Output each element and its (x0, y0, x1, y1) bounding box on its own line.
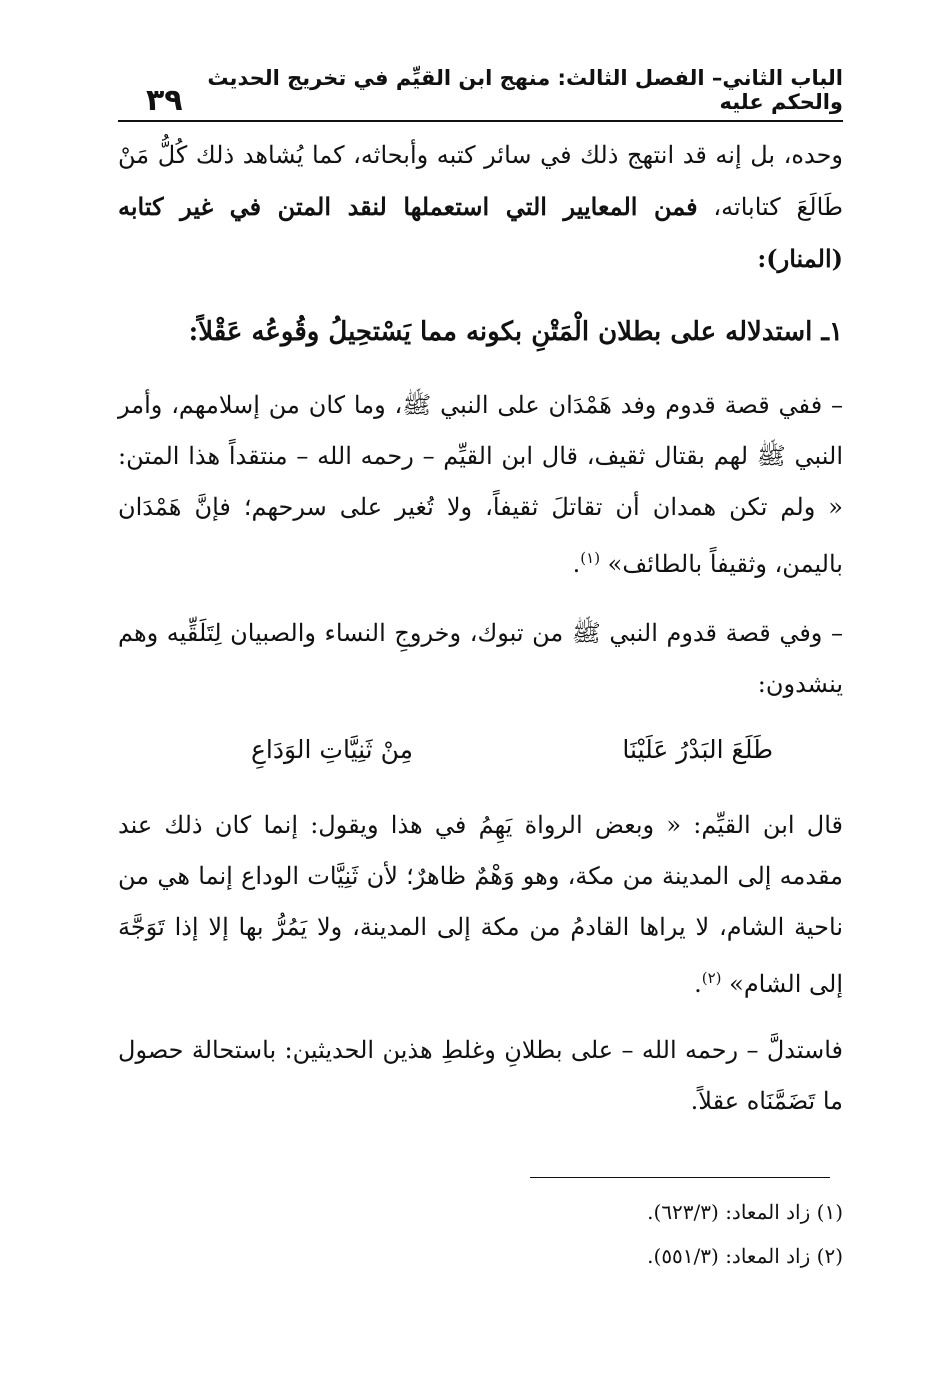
running-title: الباب الثاني– الفصل الثالث: منهج ابن القيِّم في تخريج الحديث والحكم عليه (207, 66, 843, 114)
verse-second-hemistich: مِنْ ثَنِيَّاتِ الوَدَاعِ (251, 735, 413, 764)
intro-bold-text: فمن المعايير التي استعملها لنقد المتن في غير كتابه (المنار): (118, 192, 843, 273)
page-number: ٣٩ (146, 83, 183, 118)
footnote-ref-1: (١) (580, 549, 601, 567)
quote-end: . (694, 970, 702, 998)
poetry-verse (118, 722, 843, 778)
footnote-separator (530, 1177, 830, 1178)
conclusion-paragraph: فاستدلَّ – رحمه الله – على بطلانِ وغلطِ هذين الحديثين: باستحالة حصول ما تَضَمَّنَاه عقلاً. (118, 1036, 843, 1115)
quote-text: قال ابن القيِّم: « وبعض الرواة يَهِمُ في هذا ويقول: إنما كان ذلك عند مقدمه إلى المدينة من مكة، وهو وَهْمٌ ظاهرٌ؛ لأن ثَنِيَّات الوداع إنما هي من ناحية الشام، لا يراها القادمُ من مكة إلى المدينة، ولا يَمُرُّ بها إلا إذا تَوَجَّهَ إلى الشام» (118, 811, 843, 998)
intro-text: وحده، بل إنه قد انتهج ذلك في سائر كتبه وأبحاثه، كما يُشاهد ذلك كُلُّ مَنْ طَالَعَ كتاباته، (118, 141, 843, 221)
hamdan-end: . (572, 550, 581, 578)
quote-paragraph (118, 800, 843, 1010)
tabuk-paragraph: – وفي قصة قدوم النبي ﷺ من تبوك، وخروجِ النساء والصبيان لِتَلَقِّيه وهم ينشدون: (118, 619, 843, 698)
hamdan-paragraph (118, 380, 843, 590)
page-header (118, 68, 843, 122)
footnote-ref-2: (٢) (701, 969, 722, 987)
intro-paragraph (118, 130, 843, 285)
hamdan-text: – ففي قصة قدوم وفد هَمْدَان على النبي ﷺ، وما كان من إسلامهم، وأمر النبي ﷺ لهم بقتال ثقيف، قال ابن القيِّم – رحمه الله – منتقداً هذا المتن: « ولم تكن همدان أن تقاتلَ ثقيفاً، ولا تُغير على سرحهم؛ فإنَّ هَمْدَان باليمن، وثقيفاً بالطائف» (118, 391, 843, 578)
section-heading: ١ـ استدلاله على بطلان الْمَتْنِ بكونه مما يَسْتحِيلُ وقُوعُه عَقْلاً: (188, 317, 843, 347)
footnotes (118, 1190, 843, 1278)
footnote-1: (١) زاد المعاد: (٦٢٣/٣). (647, 1200, 843, 1224)
footnote-2: (٢) زاد المعاد: (٥٥١/٣). (647, 1244, 843, 1268)
verse-first-hemistich: طَلَعَ البَدْرُ عَلَيْنَا (622, 735, 773, 764)
